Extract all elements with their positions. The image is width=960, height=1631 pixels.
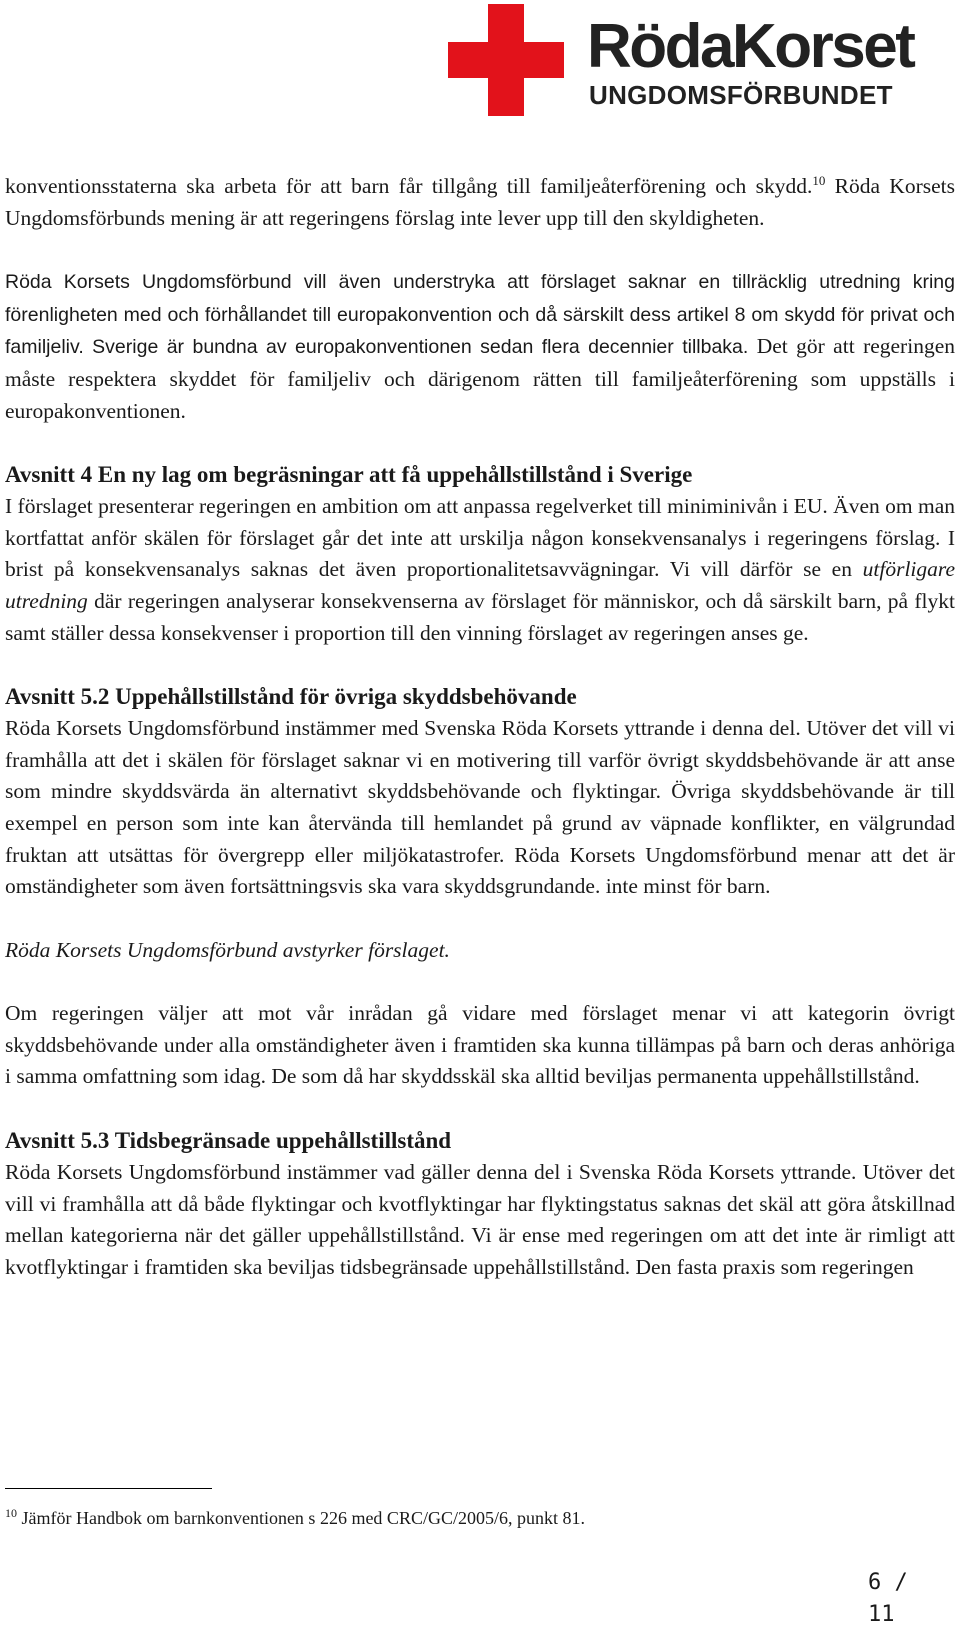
section-5-2-text: Röda Korsets Ungdomsförbund instämmer med Svenska Röda Korsets yttrande i denna del. Utöver det vill vi framhålla att det i skälen för förslaget saknar vi en motivering till varför övrigt skyddsbehövande är att anse som mindre skyddsvärda än alternativt skyddsbehövande och flyktingar. Övriga skyddsbehövande är till exempel en person som inte kan återvända till hemlandet på grund av väpnade konflikter, en välgrundad fruktan att utsättas för övergrepp eller miljökatastrofer. Röda Korsets Ungdomsförbund menar att det är omständigheter som även fortsättningsvis ska vara skyddsgrundande. inte minst för barn. — [5, 716, 955, 899]
paragraph-2: Röda Korsets Ungdomsförbund vill även understryka att förslaget saknar en tillräcklig utredning kring förenligheten med och förhållandet till europakonvention och då särskilt dess artikel 8 om skydd för privat och familjeliv. Sverige är bundna av europakonventionen sedan flera decennier tillbaka. Det gör att regeringen måste respektera skyddet för familjeliv och därigenom rätten till familjeåterförening som uppställs i europakonventionen. — [5, 271, 955, 423]
emphasis-text: utförligare utredning — [5, 557, 955, 613]
footnote-ref[interactable]: 10 — [812, 172, 826, 188]
red-cross-icon-bar — [448, 42, 564, 78]
footnote — [5, 1506, 585, 1530]
section-5-2-conditional: Om regeringen väljer att mot vår inrådan gå vidare med förslaget menar vi att kategorin övrigt skyddsbehövande under alla omständigheter även i framtiden ska kunna tillämpas på barn och deras anhöriga i samma omfattning som idag. De som då har skyddsskäl ska alltid beviljas permanenta uppehållstillstånd. — [5, 1001, 955, 1089]
page-number: 6 / 11 — [868, 1570, 908, 1627]
footnote-text: Jämför Handbok om barnkonventionen s 226 med CRC/GC/2005/6, punkt 81. — [17, 1508, 585, 1528]
section-5-3-text: Röda Korsets Ungdomsförbund instämmer vad gäller denna del i Svenska Röda Korsets yttrande. Utöver det vill vi framhålla att då både flyktingar och kvotflyktingar har flyktingstatus saknas det skäl att göra åtskillnad mellan kategorierna när det gäller uppehållstillstånd. Vi är ense med regeringen om att det inte är rimligt att kvotflyktingar i framtiden ska beviljas tidsbegränsade uppehållstillstånd. Den fasta praxis som regeringen — [5, 1160, 955, 1279]
paragraph-1: konventionsstaterna ska arbeta för att barn får tillgång till familjeåterförening och skydd.$^{10}$ Röda Korsets Ungdomsförbunds mening är att regeringens förslag inte lever upp till den skyldigheten. — [5, 172, 955, 230]
footnote-divider — [5, 1488, 212, 1489]
section-5-3-heading: Avsnitt 5.3 Tidsbegränsade uppehållstillstånd — [5, 1128, 452, 1154]
section-5-2-heading: Avsnitt 5.2 Uppehållstillstånd för övriga skyddsbehövande — [5, 684, 577, 710]
section-4-text: I förslaget presenterar regeringen en ambition om att anpassa regelverket till miniminivån i EU. Även om man kortfattat anför skälen för förslaget går det inte att urskilja någon konsekvensanalys i regeringens förslag. I brist på konsekvensanalys saknas det även proportionalitetsavvägningar. Vi vill därför se en utförligare utredning där regeringen analyserar konsekvenserna av förslaget för människor, och då särskilt barn, på flykt samt ställer dessa konsekvenser i proportion till den vinning förslaget av regeringen anses ge. — [5, 494, 955, 645]
section-4-heading: Avsnitt 4 En ny lag om begräsningar att få uppehållstillstånd i Sverige — [5, 462, 693, 488]
logo-brand-text: RödaKorset — [587, 12, 914, 81]
logo-sub-text: UNGDOMSFÖRBUNDET — [589, 80, 893, 110]
section-5-2-position: Röda Korsets Ungdomsförbund avstyrker förslaget. — [5, 937, 450, 962]
roda-korset-logo — [448, 4, 938, 116]
document-body — [5, 171, 955, 1283]
footnote-number: 10 — [5, 1506, 17, 1520]
